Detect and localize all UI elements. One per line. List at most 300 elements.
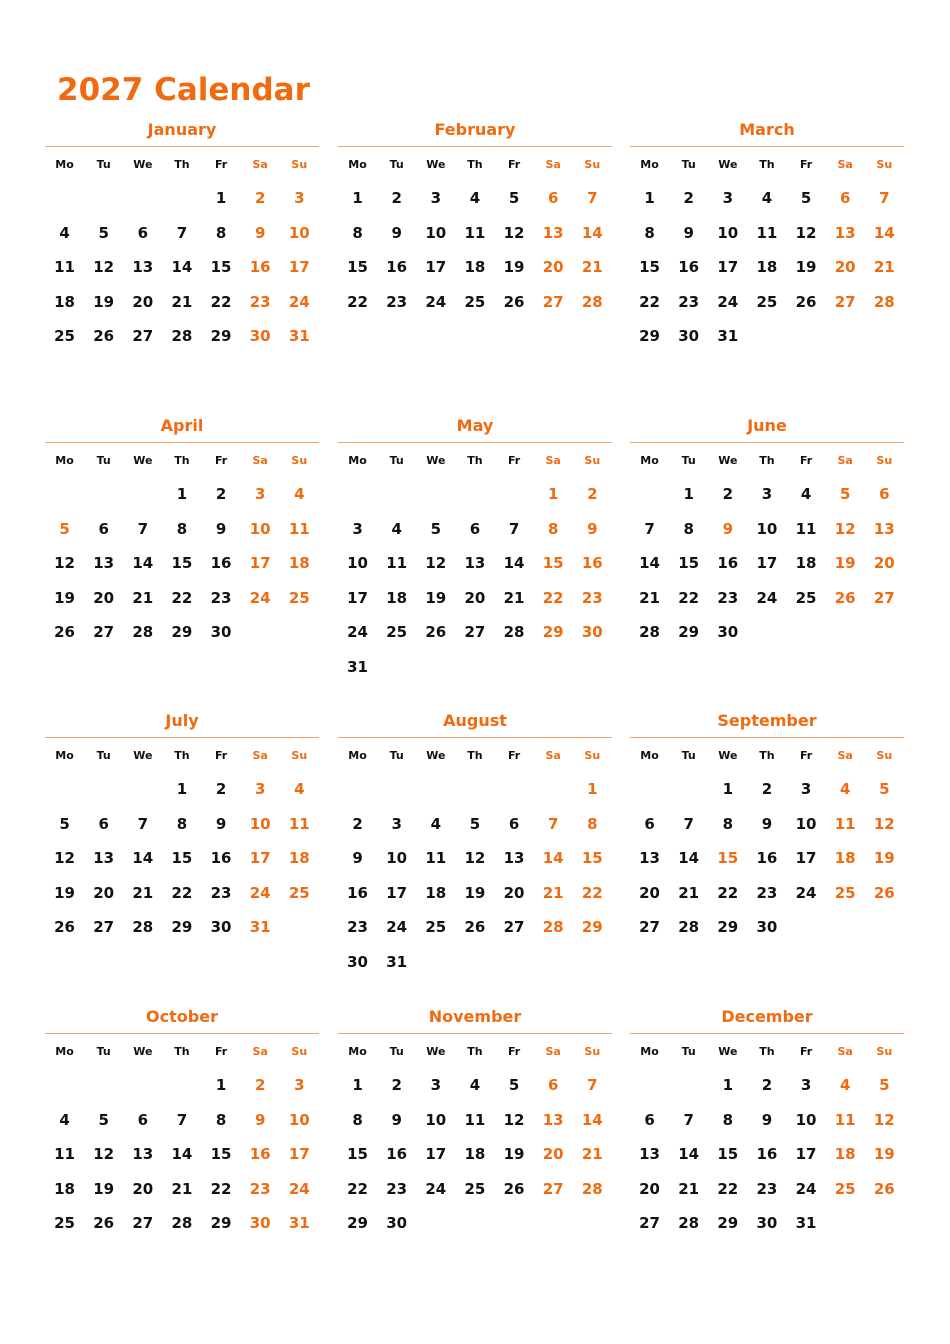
day-cell: 11 [834, 1110, 856, 1129]
day-cell: 31 [795, 1214, 817, 1232]
weekday-label: Tu [681, 157, 696, 171]
day-cell: 28 [132, 623, 154, 641]
day-cell: 18 [54, 1179, 75, 1198]
day-cell: 30 [249, 1214, 271, 1232]
day-cell: 23 [210, 883, 232, 902]
day-cell: 2 [254, 189, 266, 207]
weekday-label: Fr [507, 748, 521, 762]
empty-day-cell [416, 477, 455, 512]
day-cell: 3 [800, 780, 812, 798]
empty-day-cell [455, 772, 494, 807]
weekday-label: Su [584, 453, 601, 467]
day-cell: 7 [547, 814, 559, 833]
weekday-label: We [426, 453, 446, 467]
day-cell: 13 [542, 223, 564, 242]
empty-day-cell [45, 1068, 84, 1103]
day-cell: 12 [503, 223, 525, 242]
day-cell: 16 [756, 1145, 778, 1163]
day-cell: 9 [254, 223, 266, 242]
day-cell: 11 [756, 223, 778, 242]
day-cell: 10 [288, 1110, 310, 1129]
day-cell: 25 [54, 327, 75, 345]
weekday-label: Fr [507, 157, 521, 171]
day-cell: 15 [347, 1145, 368, 1163]
day-cell: 8 [352, 1110, 363, 1129]
day-cell: 31 [249, 918, 271, 936]
day-cell: 30 [210, 623, 232, 641]
day-cell: 4 [391, 519, 402, 538]
day-cell: 24 [288, 1179, 310, 1198]
day-cell: 28 [132, 918, 154, 936]
day-cell: 5 [469, 814, 481, 833]
month-march [630, 118, 904, 354]
weekday-label: Sa [545, 748, 561, 762]
day-cell: 27 [93, 918, 115, 936]
day-cell: 18 [756, 258, 778, 276]
day-cell: 7 [176, 223, 188, 242]
day-cell: 18 [54, 292, 75, 311]
day-cell: 6 [469, 519, 481, 538]
day-cell: 5 [839, 485, 851, 503]
day-cell: 9 [761, 1110, 773, 1129]
day-cell: 17 [249, 554, 271, 572]
day-cell: 27 [873, 588, 895, 607]
day-grid [45, 1068, 319, 1241]
day-cell: 1 [644, 189, 655, 207]
weekday-label: Tu [389, 748, 404, 762]
day-cell: 22 [542, 588, 564, 607]
day-cell: 21 [581, 1145, 603, 1163]
day-cell: 30 [347, 952, 368, 971]
day-cell: 17 [288, 1145, 310, 1163]
day-cell: 31 [386, 952, 408, 971]
day-cell: 13 [93, 554, 115, 572]
day-cell: 7 [137, 814, 149, 833]
weekday-label: Th [759, 1044, 775, 1058]
weekday-label: Tu [389, 157, 404, 171]
day-cell: 28 [581, 292, 603, 311]
day-cell: 19 [503, 1145, 525, 1163]
day-cell: 31 [347, 657, 368, 676]
weekday-label: Su [584, 1044, 601, 1058]
day-cell: 16 [678, 258, 700, 276]
empty-day-cell [162, 1068, 201, 1103]
day-cell: 27 [93, 623, 115, 641]
month-name: April [160, 416, 204, 435]
day-cell: 26 [425, 623, 447, 641]
day-cell: 19 [93, 292, 115, 311]
weekday-label: Tu [389, 1044, 404, 1058]
day-cell: 9 [352, 849, 363, 867]
day-cell: 14 [171, 1145, 193, 1163]
weekday-label: We [718, 1044, 738, 1058]
day-cell: 19 [425, 588, 447, 607]
empty-day-cell [495, 477, 534, 512]
empty-day-cell [45, 181, 84, 216]
month-november [338, 1005, 612, 1241]
weekday-label: Mo [348, 453, 367, 467]
day-cell: 15 [678, 554, 700, 572]
day-cell: 17 [386, 883, 408, 902]
day-cell: 10 [425, 223, 447, 242]
day-cell: 7 [176, 1110, 188, 1129]
day-cell: 11 [795, 519, 817, 538]
weekday-label: Th [467, 1044, 483, 1058]
day-cell: 31 [717, 327, 739, 345]
weekday-label: Th [174, 1044, 190, 1058]
day-cell: 15 [639, 258, 660, 276]
day-cell: 17 [347, 588, 368, 607]
day-cell: 1 [215, 1076, 227, 1094]
weekday-label: Th [174, 157, 190, 171]
day-cell: 9 [215, 814, 227, 833]
empty-day-cell [455, 477, 494, 512]
weekday-label: Mo [348, 1044, 367, 1058]
weekday-label: Su [291, 453, 308, 467]
day-cell: 24 [249, 588, 271, 607]
weekday-label: We [133, 453, 153, 467]
day-cell: 27 [542, 1179, 564, 1198]
day-cell: 25 [288, 588, 310, 607]
month-name: November [428, 1007, 522, 1026]
day-cell: 22 [717, 883, 739, 902]
weekday-label: Su [876, 748, 893, 762]
day-cell: 13 [639, 1145, 660, 1163]
day-cell: 15 [347, 258, 368, 276]
day-cell: 20 [834, 258, 856, 276]
day-cell: 10 [386, 849, 408, 867]
day-cell: 10 [288, 223, 310, 242]
day-cell: 13 [464, 554, 486, 572]
day-cell: 11 [834, 814, 856, 833]
day-cell: 15 [581, 849, 603, 867]
day-cell: 4 [430, 814, 442, 833]
weekday-header [630, 147, 904, 181]
weekday-label: Sa [837, 157, 853, 171]
day-cell: 15 [210, 1145, 232, 1163]
day-cell: 15 [171, 554, 193, 572]
day-cell: 3 [430, 189, 442, 207]
day-cell: 29 [717, 1214, 739, 1232]
day-grid [45, 772, 319, 945]
day-cell: 27 [834, 292, 856, 311]
day-cell: 25 [386, 623, 408, 641]
day-cell: 27 [464, 623, 486, 641]
day-cell: 4 [294, 485, 305, 503]
weekday-header [630, 443, 904, 477]
weekday-label: Fr [799, 157, 813, 171]
day-cell: 24 [756, 588, 778, 607]
day-cell: 17 [425, 258, 447, 276]
weekday-label: Fr [507, 1044, 521, 1058]
month-january [45, 118, 319, 354]
day-cell: 9 [391, 1110, 402, 1129]
day-cell: 14 [581, 1110, 603, 1129]
weekday-label: Sa [252, 453, 268, 467]
weekday-label: Su [876, 453, 893, 467]
day-cell: 7 [508, 519, 520, 538]
day-grid [45, 181, 319, 354]
month-name: January [147, 120, 217, 139]
day-cell: 18 [464, 1145, 486, 1163]
day-cell: 13 [834, 223, 856, 242]
day-cell: 30 [386, 1214, 408, 1232]
day-cell: 13 [132, 1145, 154, 1163]
day-cell: 1 [722, 780, 734, 798]
day-cell: 9 [587, 519, 598, 538]
day-cell: 4 [839, 1076, 851, 1094]
empty-day-cell [84, 1068, 123, 1103]
day-cell: 12 [54, 554, 75, 572]
weekday-label: Mo [640, 1044, 659, 1058]
day-cell: 19 [873, 849, 895, 867]
weekday-label: Tu [96, 1044, 111, 1058]
day-cell: 22 [717, 1179, 739, 1198]
day-cell: 10 [347, 554, 368, 572]
day-cell: 10 [425, 1110, 447, 1129]
day-cell: 16 [386, 1145, 408, 1163]
page-title: 2027 Calendar [57, 72, 310, 108]
day-cell: 12 [873, 1110, 895, 1129]
day-cell: 28 [542, 918, 564, 936]
day-cell: 14 [678, 849, 700, 867]
day-cell: 8 [215, 223, 227, 242]
day-cell: 7 [137, 519, 149, 538]
day-cell: 12 [93, 1145, 115, 1163]
day-cell: 10 [717, 223, 739, 242]
day-cell: 2 [722, 485, 734, 503]
day-cell: 20 [639, 1179, 660, 1198]
day-cell: 6 [137, 223, 149, 242]
day-cell: 30 [717, 623, 739, 641]
day-cell: 5 [508, 1076, 520, 1094]
weekday-label: Fr [214, 157, 228, 171]
day-cell: 1 [176, 780, 188, 798]
day-cell: 13 [873, 519, 895, 538]
weekday-label: Mo [348, 157, 367, 171]
day-cell: 1 [683, 485, 694, 503]
day-cell: 22 [581, 883, 603, 902]
empty-day-cell [45, 772, 84, 807]
day-cell: 4 [59, 223, 70, 242]
day-cell: 26 [873, 1179, 895, 1198]
day-cell: 12 [464, 849, 486, 867]
day-cell: 16 [249, 258, 271, 276]
weekday-label: We [133, 1044, 153, 1058]
day-cell: 11 [425, 849, 447, 867]
empty-day-cell [669, 772, 708, 807]
day-grid [630, 1068, 904, 1241]
day-cell: 14 [171, 258, 193, 276]
day-cell: 26 [795, 292, 817, 311]
day-cell: 1 [587, 780, 598, 798]
day-cell: 23 [347, 918, 368, 936]
weekday-label: Mo [55, 1044, 74, 1058]
day-cell: 17 [795, 1145, 817, 1163]
weekday-label: Su [291, 157, 308, 171]
day-cell: 1 [722, 1076, 734, 1094]
day-cell: 8 [547, 519, 559, 538]
day-cell: 2 [761, 1076, 773, 1094]
day-cell: 5 [59, 519, 70, 538]
day-cell: 21 [503, 588, 525, 607]
day-cell: 7 [879, 189, 890, 207]
day-cell: 6 [547, 1076, 559, 1094]
weekday-label: Mo [640, 748, 659, 762]
day-cell: 21 [678, 883, 700, 902]
day-cell: 3 [294, 189, 305, 207]
day-cell: 28 [678, 1214, 700, 1232]
day-cell: 30 [210, 918, 232, 936]
month-name: October [146, 1007, 218, 1026]
day-cell: 26 [93, 327, 115, 345]
day-cell: 25 [795, 588, 817, 607]
weekday-label: Fr [799, 1044, 813, 1058]
day-cell: 2 [215, 780, 227, 798]
day-cell: 20 [542, 258, 564, 276]
weekday-label: Sa [252, 748, 268, 762]
day-cell: 18 [288, 554, 310, 572]
day-cell: 6 [547, 189, 559, 207]
empty-day-cell [162, 181, 201, 216]
day-grid [630, 477, 904, 650]
empty-day-cell [45, 477, 84, 512]
day-cell: 25 [834, 1179, 856, 1198]
day-cell: 24 [347, 623, 368, 641]
weekday-label: Mo [348, 748, 367, 762]
day-cell: 5 [879, 1076, 890, 1094]
day-cell: 21 [639, 588, 660, 607]
day-cell: 4 [294, 780, 305, 798]
day-cell: 15 [717, 849, 739, 867]
weekday-label: Th [174, 748, 190, 762]
day-cell: 30 [756, 1214, 778, 1232]
weekday-label: We [133, 157, 153, 171]
day-cell: 18 [834, 849, 856, 867]
day-cell: 16 [386, 258, 408, 276]
day-cell: 20 [93, 588, 115, 607]
day-cell: 19 [54, 588, 75, 607]
day-cell: 16 [581, 554, 603, 572]
empty-day-cell [630, 1068, 669, 1103]
day-cell: 30 [678, 327, 700, 345]
day-cell: 28 [678, 918, 700, 936]
day-cell: 12 [425, 554, 447, 572]
day-cell: 15 [210, 258, 232, 276]
day-cell: 21 [581, 258, 603, 276]
day-cell: 23 [249, 292, 271, 311]
weekday-label: We [718, 748, 738, 762]
day-cell: 26 [54, 623, 75, 641]
day-cell: 17 [249, 849, 271, 867]
day-cell: 28 [171, 1214, 193, 1232]
day-cell: 4 [469, 1076, 481, 1094]
day-cell: 19 [93, 1179, 115, 1198]
month-december [630, 1005, 904, 1241]
weekday-label: We [133, 748, 153, 762]
day-cell: 8 [215, 1110, 227, 1129]
day-cell: 27 [132, 327, 154, 345]
day-cell: 17 [756, 554, 778, 572]
day-cell: 21 [132, 883, 154, 902]
day-cell: 3 [430, 1076, 442, 1094]
day-cell: 24 [288, 292, 310, 311]
weekday-header [338, 147, 612, 181]
day-grid [338, 1068, 612, 1241]
day-cell: 26 [503, 292, 525, 311]
day-cell: 19 [873, 1145, 895, 1163]
month-name: July [165, 711, 199, 730]
day-cell: 27 [542, 292, 564, 311]
empty-day-cell [84, 477, 123, 512]
day-cell: 20 [503, 883, 525, 902]
weekday-label: Sa [545, 1044, 561, 1058]
day-cell: 9 [683, 223, 694, 242]
day-cell: 19 [464, 883, 486, 902]
weekday-label: Mo [55, 157, 74, 171]
day-cell: 26 [54, 918, 75, 936]
day-cell: 3 [800, 1076, 812, 1094]
day-grid [45, 477, 319, 650]
weekday-label: Fr [214, 453, 228, 467]
day-cell: 24 [425, 292, 447, 311]
day-cell: 12 [795, 223, 817, 242]
day-cell: 3 [294, 1076, 305, 1094]
day-cell: 21 [873, 258, 895, 276]
day-cell: 16 [249, 1145, 271, 1163]
day-cell: 7 [587, 1076, 598, 1094]
day-cell: 7 [683, 814, 694, 833]
day-cell: 8 [352, 223, 363, 242]
day-cell: 12 [503, 1110, 525, 1129]
empty-day-cell [338, 477, 377, 512]
day-cell: 3 [761, 485, 773, 503]
day-cell: 22 [171, 883, 193, 902]
day-cell: 17 [425, 1145, 447, 1163]
day-cell: 13 [503, 849, 525, 867]
day-cell: 5 [508, 189, 520, 207]
day-cell: 26 [503, 1179, 525, 1198]
day-cell: 11 [464, 223, 486, 242]
day-cell: 23 [249, 1179, 271, 1198]
day-cell: 20 [132, 292, 154, 311]
day-cell: 10 [249, 814, 271, 833]
weekday-label: Tu [96, 748, 111, 762]
day-cell: 23 [581, 588, 603, 607]
weekday-label: Th [467, 157, 483, 171]
weekday-label: Th [467, 453, 483, 467]
day-cell: 29 [171, 918, 193, 936]
day-cell: 23 [386, 1179, 408, 1198]
day-cell: 1 [547, 485, 559, 503]
day-cell: 16 [210, 554, 232, 572]
day-cell: 1 [352, 189, 363, 207]
day-cell: 8 [587, 814, 598, 833]
day-cell: 19 [503, 258, 525, 276]
weekday-header [45, 147, 319, 181]
day-cell: 14 [678, 1145, 700, 1163]
month-name: February [434, 120, 516, 139]
day-cell: 18 [834, 1145, 856, 1163]
day-cell: 8 [683, 519, 694, 538]
day-cell: 6 [644, 1110, 655, 1129]
weekday-label: Fr [799, 748, 813, 762]
weekday-label: Tu [681, 748, 696, 762]
weekday-label: Th [759, 453, 775, 467]
weekday-label: Su [876, 1044, 893, 1058]
weekday-label: Fr [214, 748, 228, 762]
day-cell: 15 [542, 554, 564, 572]
